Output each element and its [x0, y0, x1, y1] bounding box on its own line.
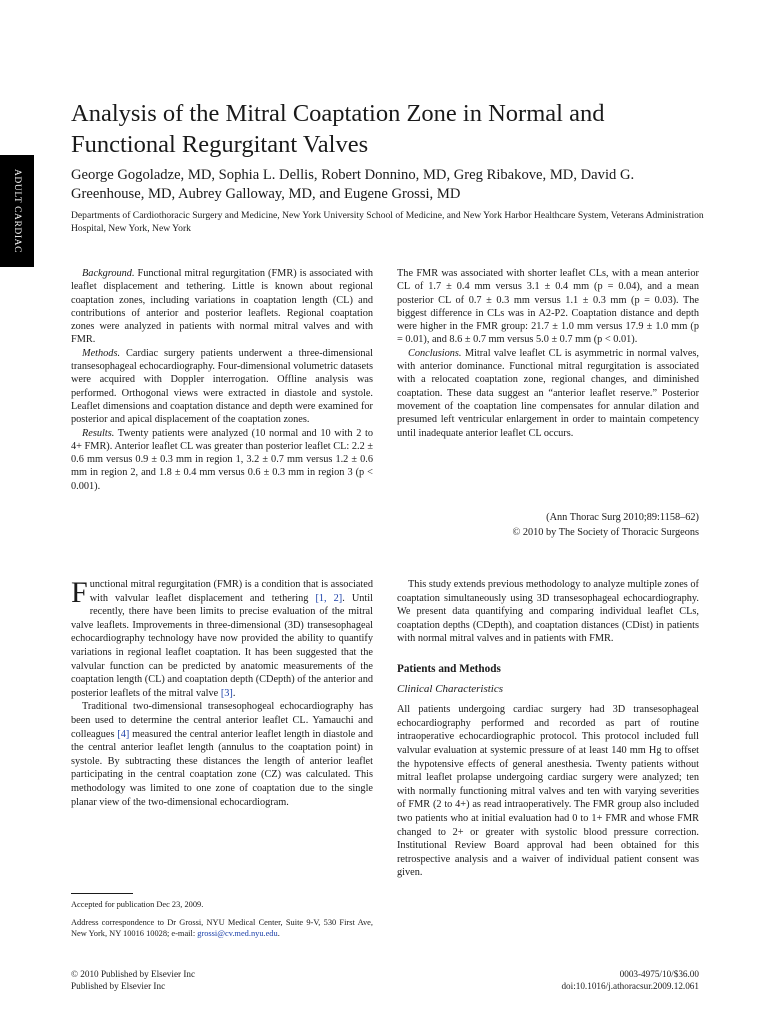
- abstract-conclusions-text: Mitral valve leaflet CL is asymmetric in normal valves, with anterior dominance. Functional mitral regurgitation is associated with a relocated coaptation zone, regional changes, and diminished coaptation. These data suggest an “anterior leaflet reserve.” Posterior movement of the coaptation line compensates for annular dilation and presumed left ventricular enlargement in order to maintain competency until inadequate anterior leaflet CL occurs.: [397, 347, 699, 439]
- intro-p1-c: .: [232, 687, 236, 699]
- footer-copyright: © 2010 Published by Elsevier Inc: [71, 969, 196, 979]
- abstract-results-label: Results.: [82, 427, 115, 439]
- section-tab-label: ADULT CARDIAC: [12, 168, 22, 254]
- methods-paragraph-1: All patients undergoing cardiac surgery had 3D transesophageal echocardiography performed and recorded as part of routine intraoperative echocardiographic protocol. This protocol included full valvular evaluation at systemic pressure of at least 140 mm Hg to offset the hypotensive effects of general anesthesia. Twenty patients without mitral leaflet prolapse undergoing cardiac surgery were analyzed; ten with normally functioning mitral valves and ten with varying severities of FMR (2 to 4+) as read intraoperatively. The FMR group also included two patients who at initial evaluation had 0 to 1+ FMR and whose FMR changed to 2+ or greater with systolic blood pressure correction. Institutional Review Board approval had been obtained for this retrospective analysis and a waiver of individual patient consent was given.: [397, 704, 699, 879]
- footer-right: [397, 968, 699, 992]
- subsection-heading: Clinical Characteristics: [397, 682, 504, 695]
- intro-p2-b: measured the central anterior leaflet length in diastole and the central anterior leaflet length (annulus to the coaptation point) in systole. By subtracting these distances the length of anterior leaflet participating in the central coaptation zone (CZ) was calculated. This methodology was limited to one zone of coaptation due to the single planar view of the two-dimensional echocardiogram.: [71, 728, 373, 808]
- abstract-background-label: Background.: [82, 268, 135, 279]
- abstract-results-text: Twenty patients were analyzed (10 normal and 10 with 2 to 4+ FMR). Anterior leaflet CL was greater than posterior leaflet CL: 2.2 ± 0.6 mm versus 0.9 ± 0.3 mm in region 1, 3.2 ± 0.7 mm versus 1.2 ± 0.6 mm in region 2, and 1.8 ± 0.4 mm versus 0.6 ± 0.3 mm in region 3 (p < 0.001).: [71, 427, 373, 492]
- footnote-accepted: Accepted for publication Dec 23, 2009.: [71, 900, 204, 909]
- footnote-address-text: Address correspondence to Dr Grossi, NYU Medical Center, Suite 9-V, 530 First Ave, New York, NY 10016 10028; e-mail:: [71, 918, 373, 938]
- abstract-left-column: [71, 267, 373, 493]
- footnote-address-end: .: [277, 929, 280, 938]
- intro-p2-a: Traditional two-dimensional transesophogeal echocardiography has been used to determine the central anterior leaflet CL. Yamauchi and colleagues: [71, 701, 373, 740]
- body-left-column: [71, 578, 373, 809]
- intro-p1-b: . Until recently, there have been limits to precise evaluation of the mitral valve leaflets. Improvements in three-dimensional (3D) transesophageal echocardiography technology have now provided the ability to quantify variations in regional leaflet coaptation. It has been suggested that the valvular function can be predicted by anatomic measurements of the coaptation length (CL) and coaptation depth (CDepth) of the anterior and posterior leaflets of the mitral valve: [71, 592, 373, 699]
- citation-journal: (Ann Thorac Surg 2010;89:1158–62): [546, 512, 699, 523]
- abstract-background: [71, 267, 373, 347]
- footnote-address: [71, 917, 373, 939]
- abstract-background-text: Functional mitral regurgitation (FMR) is associated with leaflet displacement and tethering. Little is known about regional coaptation zones, including variations in coaptation length (CL) and contributions of anterior and posterior leaflets. Regional coaptation zones were analyzed in patients with normal mitral valves and with FMR.: [71, 268, 373, 346]
- author-list: George Gogoladze, MD, Sophia L. Dellis, Robert Donnino, MD, Greg Ribakove, MD, David G. Greenhouse, MD, Aubrey Galloway, MD, and Eugene Grossi, MD: [71, 167, 635, 202]
- abstract-methods: [71, 347, 373, 427]
- footnote-divider: [71, 893, 133, 894]
- abstract-results-continued: The FMR was associated with shorter leaflet CLs, with a mean anterior CL of 1.7 ± 0.4 mm versus 3.1 ± 0.4 mm (p = 0.04), and a mean posterior CL of 0.7 ± 0.3 mm versus 1.1 ± 0.3 mm (p = 0.03). The biggest difference in CLs was in A2-P2. Coaptation distance and depth were higher in the FMR group: 21.7 ± 1.0 mm versus 17.9 ± 1.0 mm (p = 0.01), and 8.6 ± 0.7 mm versus 5.0 ± 0.7 mm (p < 0.01).: [397, 268, 699, 346]
- abstract-methods-text: Cardiac surgery patients underwent a three-dimensional transesophageal echocardiography. Four-dimensional volumetric datasets were acquired with Doppler interrogation. Offline analysis was performed. Orthogonal views were extracted in diastole and systole. Leaflet dimensions and coaptation distance and depth were examined for posterior and apical displacement of the coaptation zones.: [71, 347, 373, 426]
- footer-issn: 0003-4975/10/$36.00: [619, 969, 699, 979]
- affiliation: Departments of Cardiothoracic Surgery and Medicine, New York University School of Medicine, and New York Harbor Healthcare System, Veterans Administration Hospital, New York, New York: [71, 210, 704, 234]
- intro-paragraph-3: This study extends previous methodology to analyze multiple zones of coaptation simultaneously using 3D transesophageal echocardiography. We present data quantifying and comparing individual leaflet CLs, coaptation depths (CDepth), and coaptation distances (CDist) in patients with normal mitral valves and in patients with FMR.: [397, 579, 699, 645]
- intro-p1-a: unctional mitral regurgitation (FMR) is a condition that is associated with valvular leaflet displacement and tethering: [89, 579, 373, 604]
- footer-publisher: Published by Elsevier Inc: [71, 981, 166, 991]
- abstract-methods-label: Methods.: [82, 347, 121, 359]
- intro-paragraph-1: [71, 578, 373, 700]
- abstract-conclusions-label: Conclusions.: [408, 347, 462, 359]
- section-heading: Patients and Methods: [397, 662, 501, 675]
- abstract-right-column: [397, 267, 699, 440]
- footer-doi: doi:10.1016/j.athoracsur.2009.12.061: [561, 981, 699, 991]
- reference-link-1-2[interactable]: [1, 2]: [315, 592, 343, 604]
- body-right-column: [397, 578, 699, 880]
- drop-cap: F: [71, 576, 88, 609]
- article-title: Analysis of the Mitral Coaptation Zone in Normal and Functional Regurgitant Valves: [71, 100, 605, 158]
- journal-citation: [397, 510, 699, 540]
- intro-paragraph-2: [71, 700, 373, 809]
- abstract-conclusions: [397, 347, 699, 440]
- section-tab: [0, 155, 34, 267]
- footer-left: [71, 968, 371, 992]
- abstract-results: [71, 427, 373, 493]
- footnotes: [71, 899, 373, 946]
- email-link[interactable]: grossi@cv.med.nyu.edu: [197, 929, 278, 938]
- reference-link-3[interactable]: [3]: [220, 687, 233, 699]
- citation-copyright: © 2010 by The Society of Thoracic Surgeons: [512, 527, 699, 538]
- reference-link-4[interactable]: [4]: [117, 728, 130, 740]
